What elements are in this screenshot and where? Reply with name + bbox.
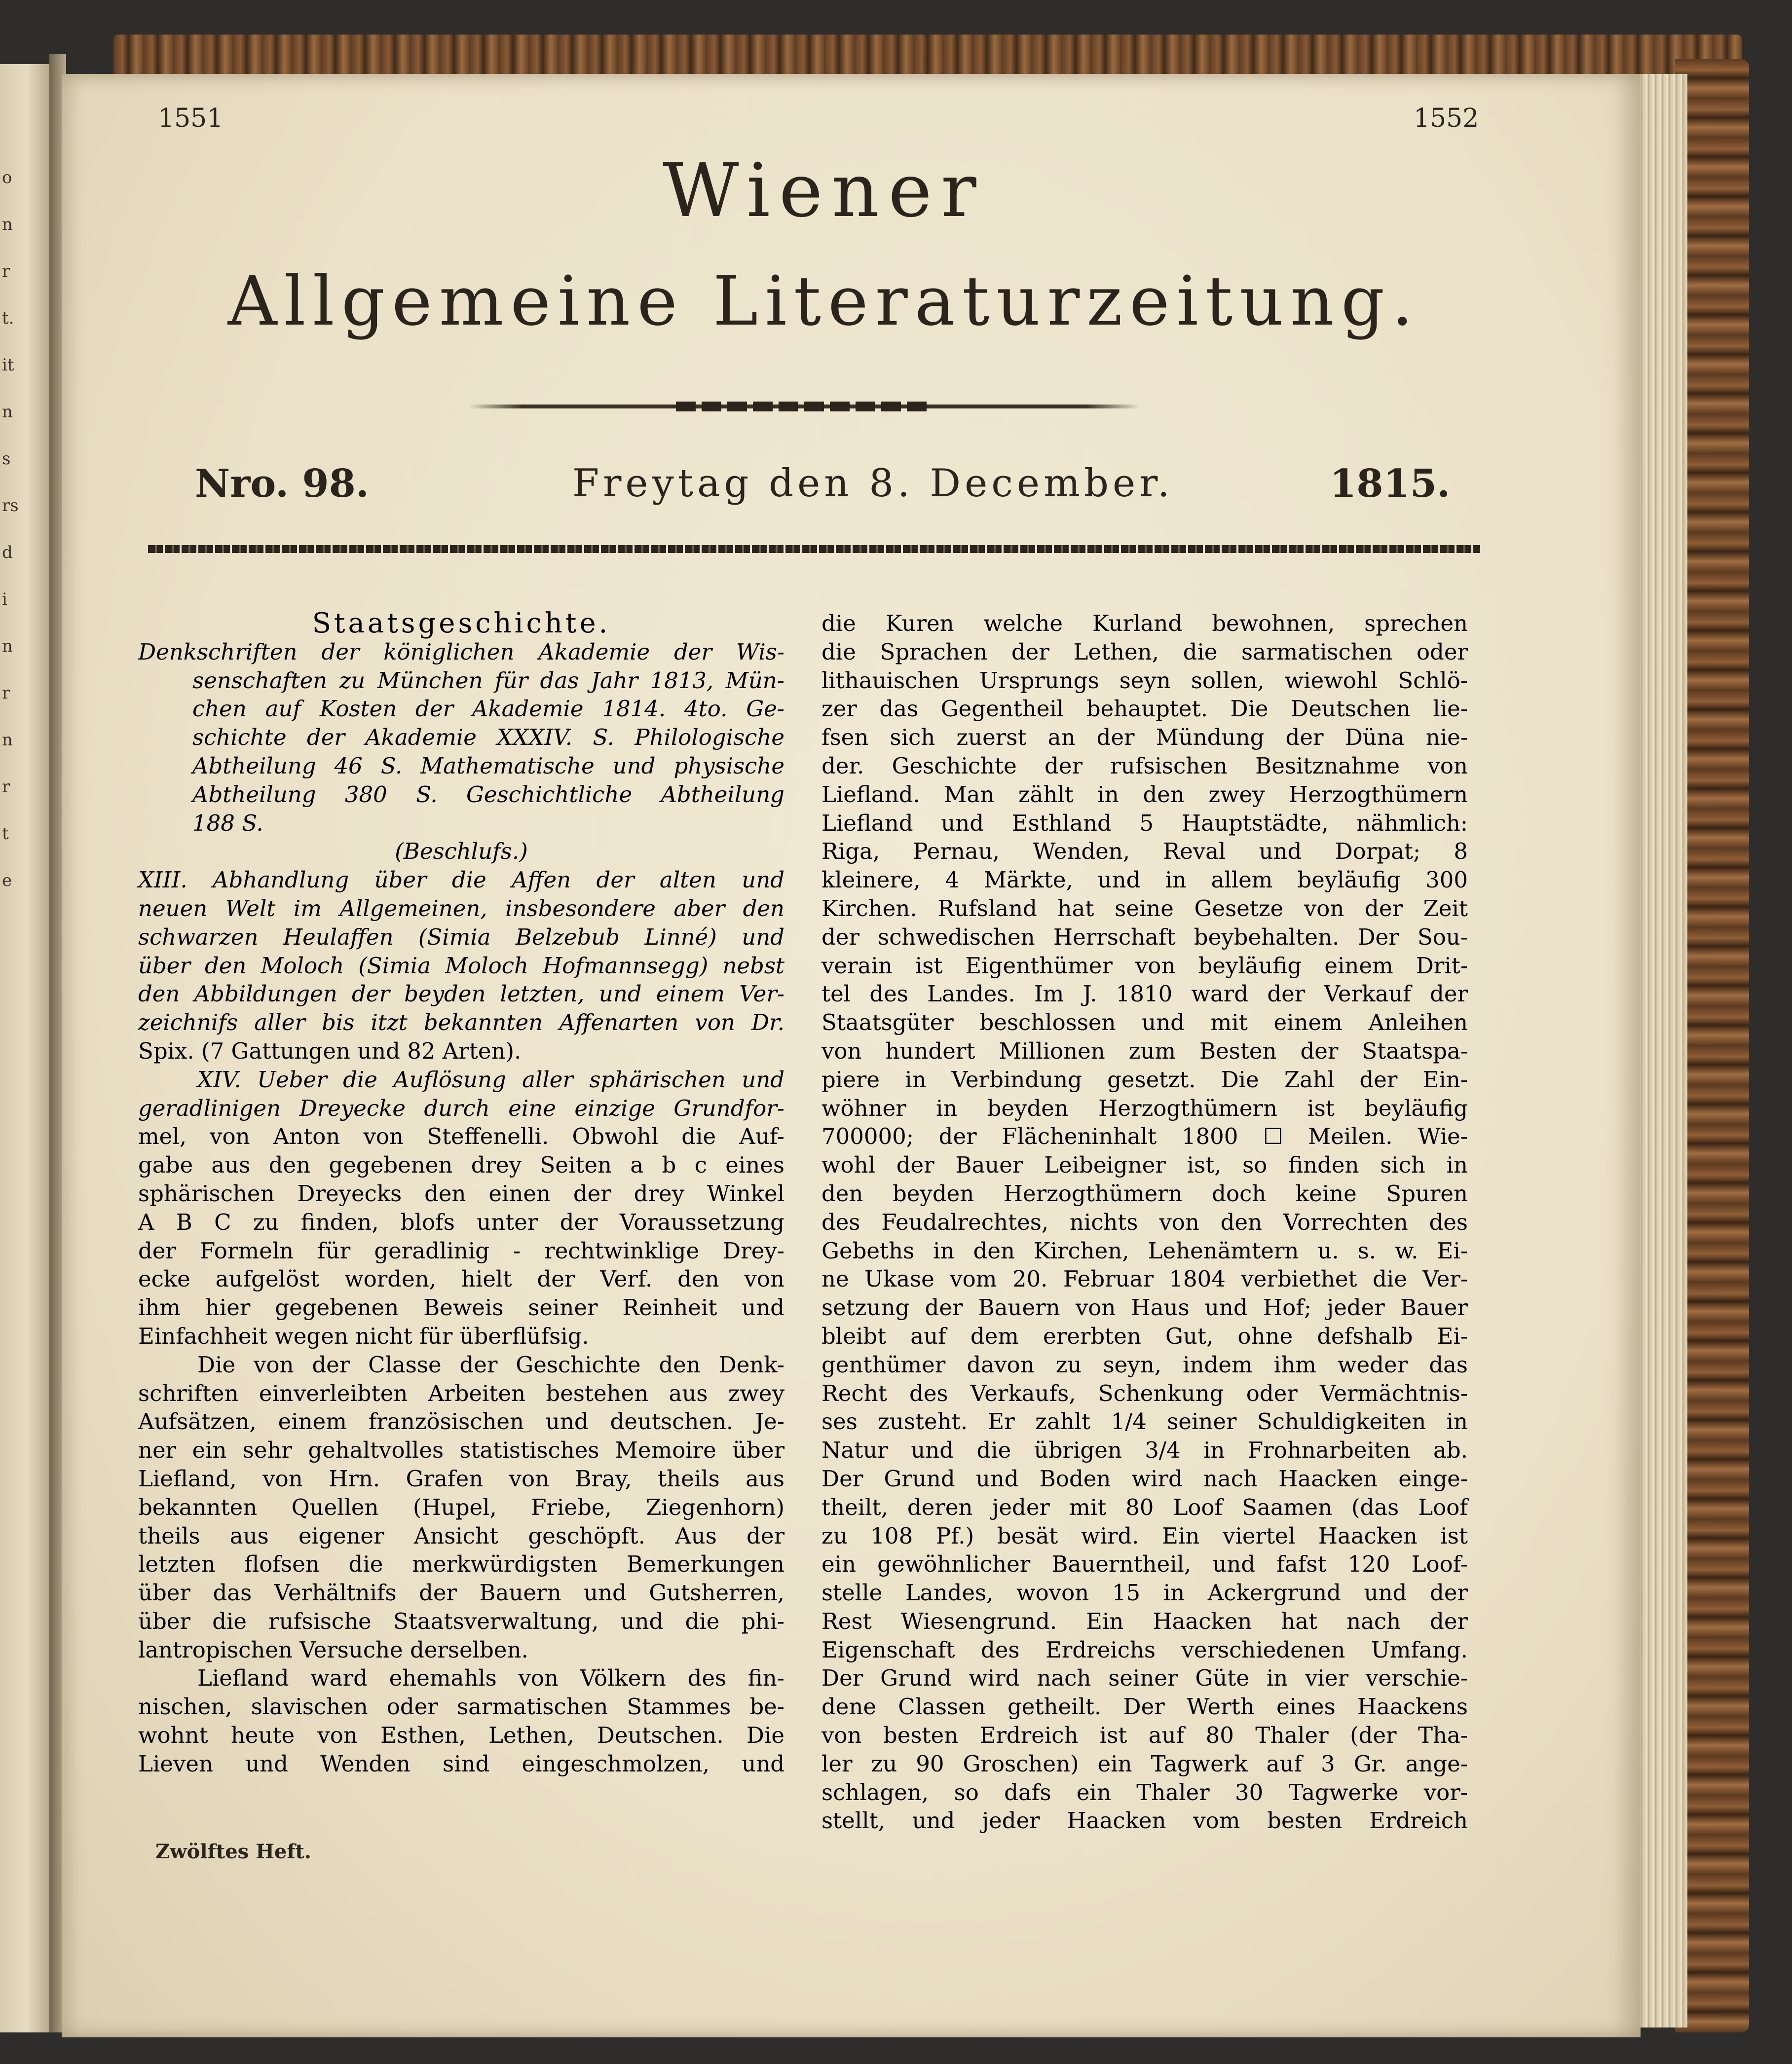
text-line: verain ist Eigenthümer von beyläufig einem Drit- — [821, 952, 1468, 979]
text-line: Natur und die übrigen 3/4 in Frohnarbeiten ab. — [821, 1437, 1468, 1464]
text-line: sphärischen Dreyecks den einen der drey Winkel — [138, 1180, 784, 1207]
text-line: piere in Verbindung gesetzt. Die Zahl der Ein- — [821, 1066, 1468, 1093]
text-line: theilt, deren jeder mit 80 Loof Saamen (das Loof — [821, 1494, 1468, 1520]
text-line: gabe aus den gegebenen drey Seiten a b c eines — [138, 1152, 784, 1179]
text-line: Staatsgeschichte. — [312, 607, 611, 639]
text-line: des Feudalrechtes, nichts von den Vorrechten des — [821, 1209, 1468, 1235]
text-line: Liefland, von Hrn. Grafen von Bray, theils aus — [138, 1465, 784, 1492]
text-line: Einfachheit wegen nicht für überflüfsig. — [138, 1323, 589, 1349]
facing-page-text-fragment: it — [2, 355, 14, 375]
text-line: zeichnifs aller bis itzt bekannten Affenarten von Dr. — [138, 1009, 784, 1036]
text-line: XIV. Ueber die Auflösung aller sphärischen und — [197, 1066, 784, 1093]
issue-number: Nro. 98. — [195, 461, 370, 506]
text-line: Liefland. Man zählt in den zwey Herzogthümern — [821, 781, 1468, 808]
text-line: ses zusteht. Er zahlt 1/4 seiner Schuldigkeiten in — [821, 1408, 1468, 1435]
text-line: lithauischen Ursprungs seyn sollen, wiewohl Schlö- — [821, 667, 1468, 694]
facing-page-text-fragment: r — [2, 261, 10, 281]
facing-page-text-fragment: s — [2, 449, 11, 469]
text-line: senschaften zu München für das Jahr 1813, Mün- — [192, 667, 784, 694]
text-line: geradlinigen Dreyecke durch eine einzige Grundfor- — [138, 1095, 784, 1121]
text-line: ein gewöhnlicher Bauerntheil, und fafst 120 Loof- — [821, 1551, 1468, 1578]
text-line: ler zu 90 Groschen) ein Tagwerk auf 3 Gr. ange- — [821, 1750, 1468, 1777]
text-line: ner ein sehr gehaltvolles statistisches Memoire über — [138, 1437, 784, 1464]
text-line: Rest Wiesengrund. Ein Haacken hat nach der — [821, 1608, 1468, 1634]
text-line: Lieven und Wenden sind eingeschmolzen, und — [138, 1750, 784, 1777]
facing-page-text-fragment: n — [2, 402, 13, 422]
text-line: ihm hier gegebenen Beweis seiner Reinheit und — [138, 1294, 784, 1321]
page-number-left: 1551 — [158, 104, 224, 133]
facing-page-text-fragment: r — [2, 777, 10, 797]
text-line: von hundert Millionen zum Besten der Staatspa- — [821, 1037, 1468, 1064]
facing-page-text-fragment: r — [2, 683, 10, 703]
facing-page-edge — [0, 64, 52, 2032]
signature-mark: Zwölftes Heft. — [155, 1840, 311, 1863]
text-line: bekannten Quellen (Hupel, Friebe, Ziegenhorn) — [138, 1494, 784, 1520]
text-line: stellt, und jeder Haacken vom besten Erdreich — [821, 1807, 1468, 1834]
text-line: Der Grund wird nach seiner Güte in vier verschie- — [821, 1665, 1468, 1692]
text-line: chen auf Kosten der Akademie 1814. 4to. Ge- — [192, 696, 784, 722]
masthead-title-line1: Wiener — [663, 148, 985, 234]
text-line: neuen Welt im Allgemeinen, insbesondere aber den — [138, 895, 784, 921]
facing-page-text-fragment: e — [2, 871, 12, 890]
text-line: über das Verhältnifs der Bauern und Gutsherren, — [138, 1580, 784, 1606]
text-column-right — [821, 609, 1468, 1835]
facing-page-text-fragment: t — [2, 824, 9, 844]
text-line: Liefland und Esthland 5 Hauptstädte, nähmlich: — [821, 810, 1468, 836]
text-line: tel des Landes. Im J. 1810 ward der Verkauf der — [821, 981, 1468, 1007]
text-line: Liefland ward ehemahls von Völkern des fin- — [197, 1665, 784, 1692]
text-line: den beyden Herzogthümern doch keine Spuren — [821, 1180, 1468, 1207]
facing-page-text-fragment: o — [2, 168, 12, 187]
text-line: (Beschlufs.) — [395, 838, 528, 865]
facing-page-text-fragment: t. — [2, 308, 14, 328]
ornamental-rule — [469, 405, 1140, 408]
text-line: dene Classen getheilt. Der Werth eines Haackens — [821, 1694, 1468, 1720]
issue-year: 1815. — [1330, 461, 1451, 506]
text-line: Eigenschaft des Erdreichs verschiedenen Umfang. — [821, 1636, 1468, 1663]
text-line: XIII. Abhandlung über die Affen der alten und — [138, 867, 784, 893]
text-line: stelle Landes, wovon 15 in Ackergrund und der — [821, 1580, 1468, 1606]
text-line: Abtheilung 380 S. Geschichtliche Abtheilung — [192, 781, 784, 808]
text-line: setzung der Bauern von Haus und Hof; jeder Bauer — [821, 1294, 1468, 1321]
text-line: Die von der Classe der Geschichte den Denk- — [197, 1351, 784, 1378]
text-line: ne Ukase vom 20. Februar 1804 verbiethet die Ver- — [821, 1266, 1468, 1292]
masthead-title-line2: Allgemeine Literaturzeitung. — [227, 261, 1420, 341]
text-line: mel, von Anton von Steffenelli. Obwohl die Auf- — [138, 1123, 784, 1150]
text-line: 700000; der Flächeninhalt 1800 ☐ Meilen. Wie- — [821, 1123, 1468, 1150]
text-line: Der Grund und Boden wird nach Haacken einge- — [821, 1465, 1468, 1492]
text-line: zu 108 Pf.) besät wird. Ein viertel Haacken ist — [821, 1522, 1468, 1549]
facing-page-text-fragment: rs — [2, 496, 19, 516]
text-line: wohl der Bauer Leibeigner ist, so finden sich in — [821, 1152, 1468, 1179]
text-line: schlagen, so dafs ein Thaler 30 Tagwerke vor- — [821, 1779, 1468, 1806]
facing-page-text-fragment: n — [2, 636, 13, 656]
text-line: der Formeln für geradlinig - rechtwinklige Drey- — [138, 1237, 784, 1264]
text-line: den Abbildungen der beyden letzten, und einem Ver- — [138, 981, 784, 1007]
facing-page-text-fragment: n — [2, 215, 13, 234]
wavy-divider-rule — [148, 545, 1480, 553]
text-line: bleibt auf dem ererbten Gut, ohne defshalb Ei- — [821, 1323, 1468, 1349]
facing-page-text-fragment: n — [2, 730, 13, 750]
text-line: der schwedischen Herrschaft beybehalten. Der Sou- — [821, 923, 1468, 950]
text-line: wohnt heute von Esthen, Lethen, Deutschen. Die — [138, 1722, 784, 1749]
text-line: nischen, slavischen oder sarmatischen Stammes be- — [138, 1694, 784, 1720]
text-line: Staatsgüter beschlossen und mit einem Anleihen — [821, 1009, 1468, 1036]
text-line: Kirchen. Rufsland hat seine Gesetze von der Zeit — [821, 895, 1468, 921]
text-line: A B C zu finden, blofs unter der Voraussetzung — [138, 1209, 784, 1235]
text-line: schichte der Akademie XXXIV. S. Philologische — [192, 724, 784, 751]
text-line: schriften einverleibten Arbeiten bestehen aus zwey — [138, 1380, 784, 1406]
page-number-right: 1552 — [1414, 104, 1479, 133]
text-line: von besten Erdreich ist auf 80 Thaler (der Tha- — [821, 1722, 1468, 1749]
text-line: zer das Gegentheil behauptet. Die Deutschen lie- — [821, 696, 1468, 722]
facing-page-text-fragment: d — [2, 543, 13, 562]
text-line: über die rufsische Staatsverwaltung, und die phi- — [138, 1608, 784, 1634]
text-line: Denkschriften der königlichen Akademie der Wis- — [138, 638, 784, 665]
text-column-left — [138, 609, 784, 1778]
text-line: Riga, Pernau, Wenden, Reval und Dorpat; 8 — [821, 838, 1468, 865]
text-line: Spix. (7 Gattungen und 82 Arten). — [138, 1037, 522, 1064]
text-line: fsen sich zuerst an der Mündung der Düna nie- — [821, 724, 1468, 751]
text-line: lantropischen Versuche derselben. — [138, 1636, 528, 1663]
text-line: schwarzen Heulaffen (Simia Belzebub Linné) und — [138, 923, 784, 950]
text-line: Recht des Verkaufs, Schenkung oder Vermächtnis- — [821, 1380, 1468, 1406]
facing-page-text-fragment: i — [2, 590, 7, 609]
text-line: Abtheilung 46 S. Mathematische und physische — [192, 752, 784, 779]
text-line: letzten flofsen die merkwürdigsten Bemerkungen — [138, 1551, 784, 1578]
text-line: kleinere, 4 Märkte, und in allem beyläufig 300 — [821, 867, 1468, 893]
text-line: über den Moloch (Simia Moloch Hofmannsegg) nebst — [138, 952, 784, 979]
text-line: theils aus eigener Ansicht geschöpft. Aus der — [138, 1522, 784, 1549]
text-line: genthümer davon zu seyn, indem ihm weder das — [821, 1351, 1468, 1378]
text-line: die Sprachen der Lethen, die sarmatischen oder — [821, 638, 1468, 665]
text-line: 188 S. — [192, 810, 263, 836]
text-line: wöhner in beyden Herzogthümern ist beyläufig — [821, 1095, 1468, 1121]
text-line: ecke aufgelöst worden, hielt der Verf. den von — [138, 1266, 784, 1292]
text-line: Aufsätzen, einem französischen und deutschen. Je- — [138, 1408, 784, 1435]
text-line: der. Geschichte der rufsischen Besitznahme von — [821, 752, 1468, 779]
text-line: die Kuren welche Kurland bewohnen, sprechen — [821, 610, 1468, 636]
issue-date: Freytag den 8. December. — [572, 461, 1174, 506]
text-line: Gebeths in den Kirchen, Lehenämtern u. s. w. Ei- — [821, 1237, 1468, 1264]
